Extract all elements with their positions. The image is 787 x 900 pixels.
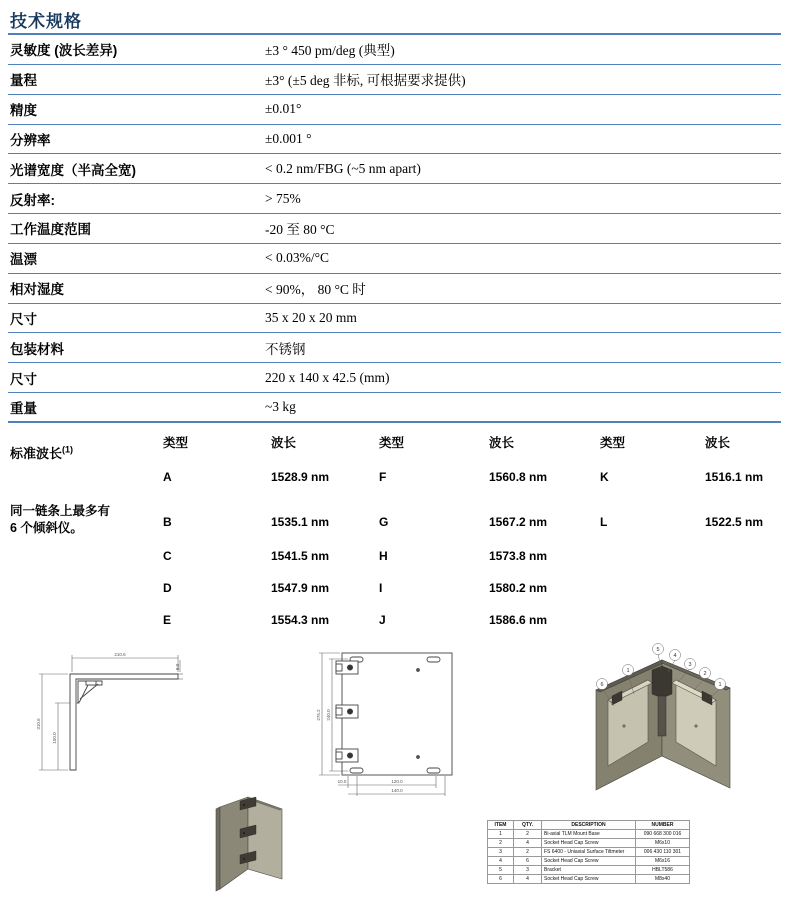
type-cell: E xyxy=(163,613,172,627)
spec-row xyxy=(8,95,781,125)
col-header-qty: QTY. xyxy=(514,821,542,830)
callout-balloon: 6 xyxy=(600,682,604,688)
dim-left-outer: 310.6 xyxy=(36,718,41,730)
page-title: 技术规格 xyxy=(10,12,82,31)
type-cell: H xyxy=(379,549,388,563)
spec-row xyxy=(8,304,781,334)
wavelength-cell: 1554.3 nm xyxy=(271,613,330,627)
wavelength-header-row xyxy=(8,433,781,449)
spec-row xyxy=(8,393,781,423)
clamp-symbol xyxy=(336,661,358,674)
spec-label: 光谱宽度（半高全宽) xyxy=(10,162,136,178)
col-header-number: NUMBER xyxy=(636,821,690,830)
clamp-symbol xyxy=(336,705,358,718)
callout-balloon: 3 xyxy=(688,662,692,668)
col-header-wavelength: 波长 xyxy=(489,436,515,450)
wavelength-cell: 1516.1 nm xyxy=(705,470,764,484)
col-header-description: DESCRIPTION xyxy=(542,821,636,830)
spec-value: ~3 kg xyxy=(265,399,296,415)
spec-label: 灵敏度 (波长差异) xyxy=(10,43,118,59)
type-cell: F xyxy=(379,470,387,484)
spec-row xyxy=(8,184,781,214)
dim-bottom-outer: 140.0 xyxy=(391,788,403,793)
spec-label: 分辨率 xyxy=(10,132,51,148)
spec-value: < 90%， 80 °C 时 xyxy=(265,282,366,298)
wavelength-cell: 1573.8 nm xyxy=(489,549,548,563)
spec-row xyxy=(8,35,781,65)
spec-label: 工作温度范围 xyxy=(10,222,91,238)
dim-left-inner: 240.0 xyxy=(326,709,331,721)
parts-table xyxy=(487,820,690,884)
spec-row xyxy=(8,214,781,244)
spec-row xyxy=(8,65,781,95)
parts-row: 5 3 Bracket HBLT586 xyxy=(488,866,690,875)
type-cell: G xyxy=(379,515,389,529)
callout-balloon: 4 xyxy=(673,653,677,659)
wavelength-cell: 1528.9 nm xyxy=(271,470,330,484)
wavelength-cell: 1580.2 nm xyxy=(489,581,548,595)
standard-wavelength-text: 标准波长 xyxy=(10,446,63,461)
dim-left-outer: 275.2 xyxy=(316,709,321,721)
spec-row xyxy=(8,274,781,304)
spec-row xyxy=(8,125,781,155)
corner-assembly-render xyxy=(582,638,742,796)
spec-label: 精度 xyxy=(10,103,37,119)
wavelength-cell: 1567.2 nm xyxy=(489,515,548,529)
spec-value: ±0.01° xyxy=(265,101,302,117)
spec-row xyxy=(8,363,781,393)
parts-row: 1 2 Bi-axial TLM Mount Base 090 668 300 016 xyxy=(488,830,690,839)
callout-balloon: 1 xyxy=(718,682,722,688)
callout-balloon: 2 xyxy=(703,671,707,677)
standard-wavelength-section xyxy=(8,425,781,643)
type-cell: B xyxy=(163,515,172,529)
spec-row xyxy=(8,244,781,274)
dim-top: 210.6 xyxy=(114,652,126,657)
spec-label: 尺寸 xyxy=(10,312,37,328)
col-header-type: 类型 xyxy=(600,436,626,450)
type-cell: C xyxy=(163,549,172,563)
bracket-3d-render xyxy=(190,793,302,897)
type-cell: D xyxy=(163,581,172,595)
wavelength-row xyxy=(8,515,781,531)
spec-label: 相对湿度 xyxy=(10,282,64,298)
wavelength-cell: 1522.5 nm xyxy=(705,515,764,529)
spec-value: ±3° (±5 deg 非标, 可根据要求提供) xyxy=(265,73,466,89)
type-cell: A xyxy=(163,470,172,484)
parts-row: 2 4 Socket Head Cap Screw M6x10 xyxy=(488,839,690,848)
wavelength-cell: 1547.9 nm xyxy=(271,581,330,595)
spec-label: 反射率: xyxy=(10,192,55,208)
col-header-type: 类型 xyxy=(163,436,189,450)
callout-balloon: 5 xyxy=(656,647,660,653)
spec-value: -20 至 80 °C xyxy=(265,222,335,238)
footnote-marker: (1) xyxy=(62,444,74,455)
spec-value: > 75% xyxy=(265,190,301,206)
spec-value: 不锈钢 xyxy=(265,341,306,357)
parts-row: 4 6 Socket Head Cap Screw M6x16 xyxy=(488,857,690,866)
spec-label: 重量 xyxy=(10,401,37,417)
spec-value: < 0.2 nm/FBG (~5 nm apart) xyxy=(265,160,421,176)
parts-row: 3 2 FS 6400 - Uniaxial Surface Tiltmeter 006 430 110 301 xyxy=(488,848,690,857)
spec-label: 量程 xyxy=(10,73,37,89)
callout-balloon: 1 xyxy=(626,668,630,674)
dim-bottom-small: 10.0 xyxy=(337,779,347,784)
wavelength-row xyxy=(8,581,781,597)
spec-label: 包装材料 xyxy=(10,341,64,357)
spec-value: ±3 ° 450 pm/deg (典型) xyxy=(265,43,395,59)
dim-left-inner: 150.0 xyxy=(52,732,57,744)
spec-row xyxy=(8,154,781,184)
wavelength-cell: 1541.5 nm xyxy=(271,549,330,563)
dim-right: 8.0 xyxy=(175,663,180,671)
wavelength-row xyxy=(8,613,781,629)
col-header-wavelength: 波长 xyxy=(271,436,297,450)
type-cell: L xyxy=(600,515,608,529)
chain-note: 同一链条上最多有 6 个倾斜仪。 xyxy=(10,504,111,535)
type-cell: J xyxy=(379,613,386,627)
spec-value: ±0.001 ° xyxy=(265,130,312,146)
spec-value: 35 x 20 x 20 mm xyxy=(265,310,357,326)
bracket-profile-drawing xyxy=(28,648,183,778)
wavelength-row xyxy=(8,549,781,565)
spec-value: 220 x 140 x 42.5 (mm) xyxy=(265,369,390,385)
type-cell: I xyxy=(379,581,383,595)
col-header-type: 类型 xyxy=(379,436,405,450)
clamp-symbol xyxy=(336,749,358,762)
mount-plate-drawing xyxy=(312,645,460,797)
type-cell: K xyxy=(600,470,609,484)
wavelength-cell: 1560.8 nm xyxy=(489,470,548,484)
parts-row: 6 4 Socket Head Cap Screw M8x40 xyxy=(488,875,690,884)
spec-value: < 0.03%/°C xyxy=(265,250,330,266)
spec-label: 温漂 xyxy=(10,252,37,268)
wavelength-cell: 1535.1 nm xyxy=(271,515,330,529)
wavelength-row xyxy=(8,470,781,486)
col-header-item: ITEM xyxy=(488,821,514,830)
spec-row xyxy=(8,333,781,363)
wavelength-cell: 1586.6 nm xyxy=(489,613,548,627)
spec-table xyxy=(8,33,781,423)
dim-bottom-mid: 120.0 xyxy=(391,779,403,784)
parts-table-header-row xyxy=(488,821,690,830)
spec-label: 尺寸 xyxy=(10,371,37,387)
col-header-wavelength: 波长 xyxy=(705,436,731,450)
